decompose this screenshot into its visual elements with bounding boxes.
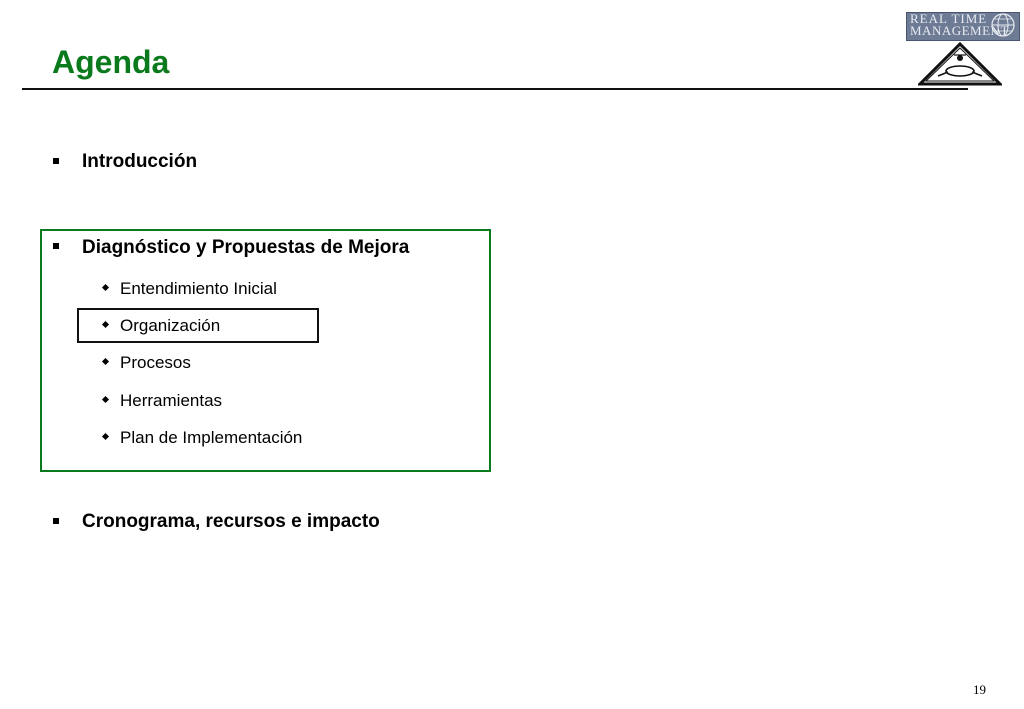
page-number: 19 (973, 682, 986, 697)
subitem-procesos: Procesos (120, 353, 191, 372)
square-bullet-icon (53, 518, 59, 524)
title-divider (22, 88, 968, 90)
subitem-organizacion: Organización (120, 316, 221, 335)
agenda-item-introduccion: Introducción (82, 151, 198, 172)
logo-text-line2: MANAGEMENT (910, 23, 1009, 38)
logo-text-line1: REAL TIME (910, 11, 988, 26)
agenda-item-diagnostico: Diagnóstico y Propuestas de Mejora (82, 237, 410, 258)
agenda-item-cronograma: Cronograma, recursos e impacto (82, 511, 380, 532)
globe-icon (990, 12, 1016, 38)
page-title: Agenda (52, 44, 170, 80)
triangle-eye-emblem-icon (918, 42, 1002, 88)
subitem-herramientas: Herramientas (120, 391, 223, 410)
subitem-plan-implementacion: Plan de Implementación (120, 428, 303, 447)
square-bullet-icon (53, 158, 59, 164)
square-bullet-icon (53, 243, 59, 249)
subitem-entendimiento-inicial: Entendimiento Inicial (120, 279, 277, 298)
